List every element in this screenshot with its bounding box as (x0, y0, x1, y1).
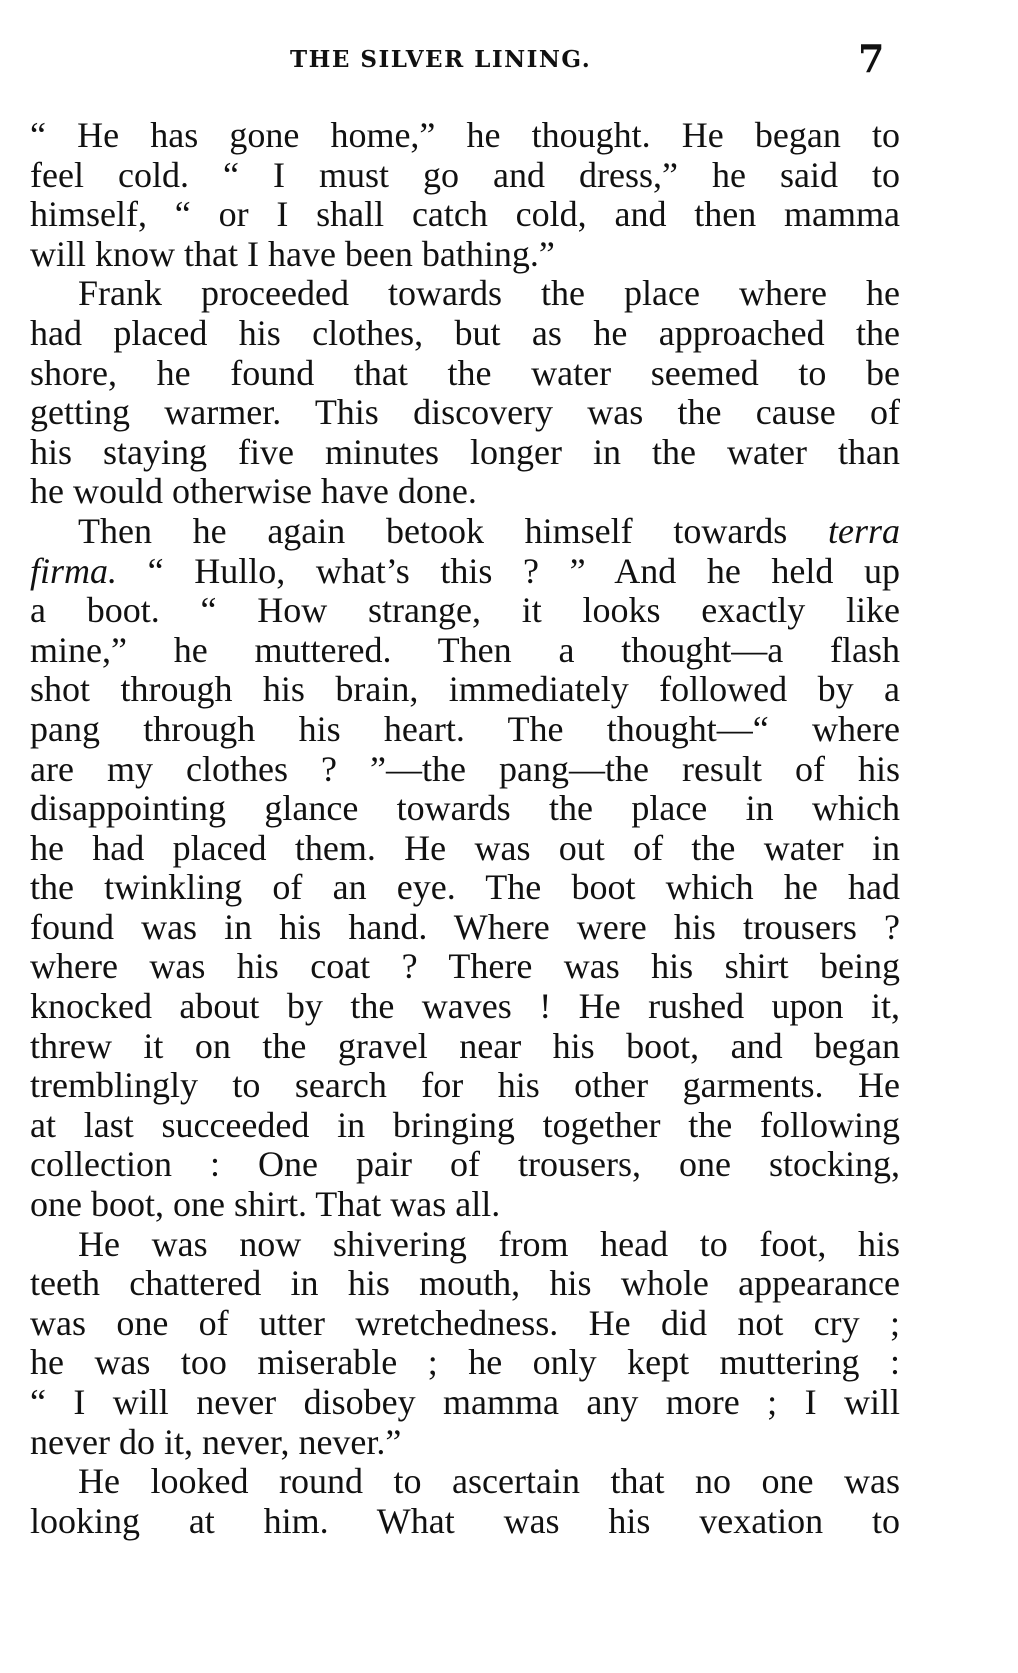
text-line: are my clothes ? ”—the pang—the result of his (30, 748, 900, 789)
text-line: one boot, one shirt. That was all. (30, 1184, 501, 1225)
text-line: getting warmer. This discovery was the cause of (30, 392, 900, 433)
text-line: threw it on the gravel near his boot, and began (30, 1025, 900, 1066)
text-line: will know that I have been bathing.” (30, 233, 555, 274)
italic-text: terra (828, 510, 900, 551)
text-line: knocked about by the waves ! He rushed upon it, (30, 986, 900, 1027)
text-line (30, 512, 900, 552)
text-line: tremblingly to search for his other garments. He (30, 1065, 900, 1106)
text-line: his staying five minutes longer in the water than (30, 431, 900, 472)
text-line: a boot. “ How strange, it looks exactly like (30, 590, 900, 631)
text-line: never do it, never, never.” (30, 1421, 402, 1462)
text-line: where was his coat ? There was his shirt being (30, 946, 900, 987)
text-line: shore, he found that the water seemed to be (30, 352, 900, 393)
text-line: mine,” he muttered. Then a thought—a flash (30, 629, 900, 670)
text-span: “ Hullo, what’s this ? ” And he held up (147, 550, 900, 591)
text-line: He was now shivering from head to foot, his (78, 1223, 900, 1264)
text-line: “ He has gone home,” he thought. He began to (30, 115, 900, 155)
text-line: looking at him. What was his vexation to (30, 1500, 900, 1541)
text-line: found was in his hand. Where were his trousers ? (30, 906, 900, 947)
text-line: He looked round to ascertain that no one was (78, 1461, 900, 1502)
text-line: feel cold. “ I must go and dress,” he said to (30, 154, 900, 195)
italic-text: firma. (30, 550, 118, 591)
text-line: collection : One pair of trousers, one stocking, (30, 1144, 900, 1185)
body-text (30, 116, 900, 1541)
page-number: 7 (858, 36, 885, 81)
text-line: he was too miserable ; he only kept muttering : (30, 1342, 900, 1383)
text-line: disappointing glance towards the place in which (30, 788, 900, 829)
text-line (30, 552, 900, 592)
text-line: he had placed them. He was out of the water in (30, 827, 900, 868)
text-line: pang through his heart. The thought—“ where (30, 708, 900, 749)
text-line: was one of utter wretchedness. He did not cry ; (30, 1302, 900, 1343)
text-line: Frank proceeded towards the place where he (78, 273, 900, 314)
text-line: had placed his clothes, but as he approached the (30, 312, 900, 353)
text-line: teeth chattered in his mouth, his whole appearance (30, 1263, 900, 1304)
text-line: at last succeeded in bringing together the following (30, 1104, 900, 1145)
running-title: THE SILVER LINING. (290, 46, 592, 73)
text-line: the twinkling of an eye. The boot which he had (30, 867, 900, 908)
text-line: himself, “ or I shall catch cold, and then mamma (30, 194, 900, 235)
text-line: “ I will never disobey mamma any more ; I will (30, 1382, 900, 1422)
text-span: Then he again betook himself towards (78, 510, 788, 551)
text-line: shot through his brain, immediately followed by a (30, 669, 900, 710)
running-head (0, 36, 1018, 82)
text-line: he would otherwise have done. (30, 471, 477, 512)
